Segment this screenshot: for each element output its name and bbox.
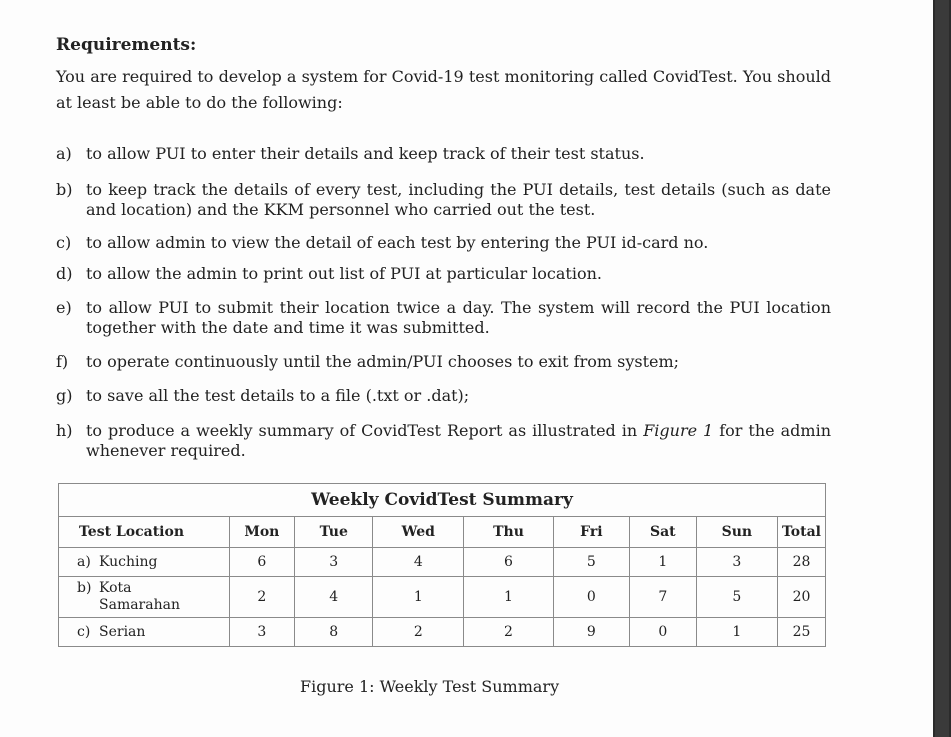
header-mon: Mon <box>229 517 295 548</box>
value-cell: 3 <box>295 548 373 577</box>
table-row <box>59 577 826 618</box>
header-tue: Tue <box>295 517 373 548</box>
requirement-letter: g) <box>56 386 73 405</box>
table-row <box>59 548 826 577</box>
value-cell: 1 <box>696 618 777 647</box>
requirement-letter: d) <box>56 264 73 283</box>
value-cell: 9 <box>553 618 629 647</box>
header-total: Total <box>777 517 825 548</box>
requirement-item-f <box>56 352 831 372</box>
total-cell: 25 <box>777 618 825 647</box>
requirement-letter: a) <box>56 144 72 163</box>
requirement-text <box>86 421 831 461</box>
requirement-text-before: to produce a weekly summary of CovidTest Report as illustrated in <box>86 421 644 440</box>
row-letter: a) <box>77 553 91 570</box>
value-cell: 0 <box>629 618 696 647</box>
table-header-row <box>59 517 826 548</box>
row-letter: b) <box>77 580 92 596</box>
value-cell: 6 <box>229 548 295 577</box>
value-cell: 4 <box>373 548 464 577</box>
location-cell <box>59 618 230 647</box>
requirement-item-d <box>56 264 831 284</box>
value-cell: 2 <box>229 577 295 618</box>
figure-caption: Figure 1: Weekly Test Summary <box>300 677 560 696</box>
requirement-text-after: for the admin whenever required. <box>86 421 831 460</box>
value-cell: 5 <box>553 548 629 577</box>
intro-paragraph: You are required to develop a system for Covid-19 test monitoring called CovidTest. You should at least be able to do the following: <box>56 67 831 112</box>
requirement-letter: c) <box>56 233 72 252</box>
requirement-item-h <box>56 421 831 461</box>
requirement-text: to allow admin to view the detail of each test by entering the PUI id-card no. <box>86 233 709 252</box>
total-cell: 28 <box>777 548 825 577</box>
vertical-scrollbar[interactable] <box>933 0 951 737</box>
requirement-item-b <box>56 180 831 220</box>
header-thu: Thu <box>464 517 554 548</box>
requirements-heading: Requirements: <box>56 35 197 55</box>
location-cell <box>59 577 230 618</box>
weekly-summary-table <box>58 483 826 647</box>
location-name: Kuching <box>99 553 158 570</box>
requirement-item-e <box>56 298 831 338</box>
location-name <box>99 580 180 614</box>
value-cell: 3 <box>229 618 295 647</box>
requirement-text: to allow the admin to print out list of PUI at particular location. <box>86 264 602 283</box>
value-cell: 3 <box>696 548 777 577</box>
requirement-text: to save all the test details to a file (.txt or .dat); <box>86 386 470 405</box>
value-cell: 2 <box>373 618 464 647</box>
location-name-line2: Samarahan <box>99 597 180 613</box>
requirement-text: to allow PUI to enter their details and keep track of their test status. <box>86 144 645 163</box>
value-cell: 4 <box>295 577 373 618</box>
requirement-item-c <box>56 233 831 253</box>
header-test-location: Test Location <box>59 517 230 548</box>
table-row <box>59 618 826 647</box>
value-cell: 8 <box>295 618 373 647</box>
value-cell: 6 <box>464 548 554 577</box>
header-sun: Sun <box>696 517 777 548</box>
scrollbar-thumb[interactable] <box>935 0 949 737</box>
requirement-letter: h) <box>56 421 73 440</box>
location-cell <box>59 548 230 577</box>
requirement-item-a <box>56 144 831 164</box>
location-name-line1: Kota <box>99 580 132 596</box>
value-cell: 2 <box>464 618 554 647</box>
value-cell: 7 <box>629 577 696 618</box>
requirement-item-g <box>56 386 831 406</box>
value-cell: 0 <box>553 577 629 618</box>
requirement-text: to allow PUI to submit their location twice a day. The system will record the PUI location together with the date and time it was submitted. <box>86 298 831 337</box>
requirement-text: to keep track the details of every test, including the PUI details, test details (such as date and location) and the KKM personnel who carried out the test. <box>86 180 831 219</box>
header-wed: Wed <box>373 517 464 548</box>
requirement-letter: e) <box>56 298 72 317</box>
value-cell: 1 <box>629 548 696 577</box>
total-cell: 20 <box>777 577 825 618</box>
requirement-text: to operate continuously until the admin/PUI chooses to exit from system; <box>86 352 680 371</box>
header-sat: Sat <box>629 517 696 548</box>
table-title: Weekly CovidTest Summary <box>59 484 826 517</box>
value-cell: 1 <box>373 577 464 618</box>
location-name: Serian <box>99 623 146 640</box>
requirement-letter: b) <box>56 180 73 199</box>
value-cell: 5 <box>696 577 777 618</box>
figure-reference: Figure 1 <box>643 421 714 440</box>
value-cell: 1 <box>464 577 554 618</box>
requirement-letter: f) <box>56 352 69 371</box>
row-letter: c) <box>77 623 91 640</box>
header-fri: Fri <box>553 517 629 548</box>
